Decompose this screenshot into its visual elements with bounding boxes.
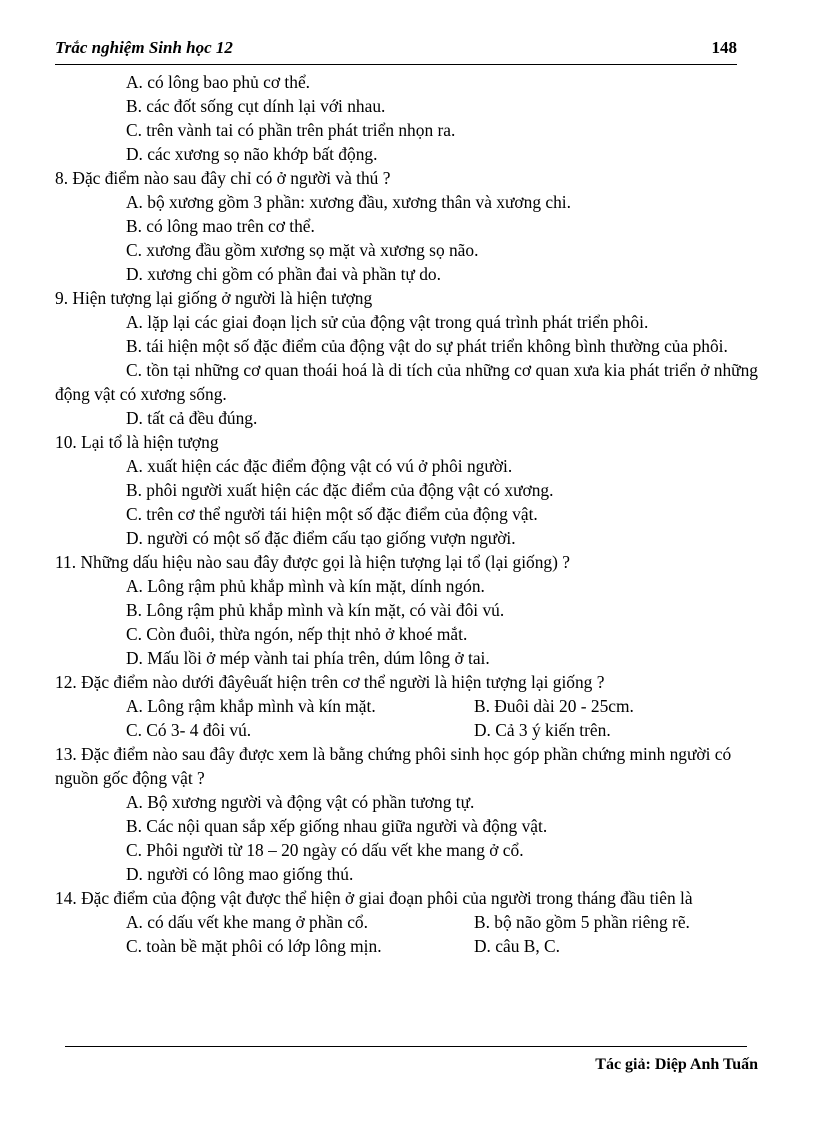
q8-option-a: A. bộ xương gồm 3 phần: xương đầu, xương thân và xương chi.	[126, 192, 571, 212]
q7-option-b: B. các đốt sống cụt dính lại với nhau.	[126, 96, 386, 116]
q9-option-d: D. tất cả đều đúng.	[126, 408, 258, 428]
q12-option-b: B. Đuôi dài 20 - 25cm.	[474, 696, 634, 716]
q12-option-d: D. Cả 3 ý kiến trên.	[474, 720, 611, 740]
q8-stem: 8. Đặc điểm nào sau đây chỉ có ở người và thú ?	[55, 168, 391, 188]
q13-stem: 13. Đặc điểm nào sau đây được xem là bằng chứng phôi sinh học góp phần chứng minh người có nguồn gốc động vật ?	[55, 744, 732, 788]
q13-option-a: A. Bộ xương người và động vật có phần tương tự.	[126, 792, 475, 812]
q10-option-a: A. xuất hiện các đặc điểm động vật có vú ở phôi người.	[126, 456, 513, 476]
q10-option-c: C. trên cơ thể người tái hiện một số đặc điểm của động vật.	[126, 504, 538, 524]
question-9	[55, 286, 758, 430]
question-11	[55, 550, 758, 670]
q12-options-row-1	[55, 694, 758, 718]
question-14	[55, 886, 758, 958]
q9-stem: 9. Hiện tượng lại giống ở người là hiện tượng	[55, 288, 373, 308]
footer-divider	[65, 1046, 747, 1047]
q13-option-d: D. người có lông mao giống thú.	[126, 864, 354, 884]
q14-option-d: D. câu B, C.	[474, 936, 560, 956]
question-8	[55, 166, 758, 286]
question-12	[55, 670, 758, 742]
q9-option-c: C. tồn tại những cơ quan thoái hoá là di tích của những cơ quan xưa kia phát triển ở những động vật có xương sống.	[55, 360, 758, 404]
q11-option-c: C. Còn đuôi, thừa ngón, nếp thịt nhỏ ở khoé mắt.	[126, 624, 468, 644]
q12-stem: 12. Đặc điểm nào dưới đâyêuất hiện trên cơ thể người là hiện tượng lại giống ?	[55, 672, 605, 692]
q13-option-b: B. Các nội quan sắp xếp giống nhau giữa người và động vật.	[126, 816, 548, 836]
q11-option-b: B. Lông rậm phủ khắp mình và kín mặt, có vài đôi vú.	[126, 600, 505, 620]
q8-option-c: C. xương đầu gồm xương sọ mặt và xương sọ não.	[126, 240, 479, 260]
q9-option-a: A. lặp lại các giai đoạn lịch sử của động vật trong quá trình phát triển phôi.	[126, 312, 649, 332]
question-7-continued	[55, 70, 758, 166]
question-10	[55, 430, 758, 550]
q13-option-c: C. Phôi người từ 18 – 20 ngày có dấu vết khe mang ở cổ.	[126, 840, 524, 860]
footer-author: Tác giả: Diệp Anh Tuấn	[595, 1056, 758, 1073]
q14-option-b: B. bộ não gồm 5 phần riêng rẽ.	[474, 912, 690, 932]
header-title: Trắc nghiệm Sinh học 12	[55, 38, 233, 57]
question-13	[55, 742, 758, 886]
q8-option-b: B. có lông mao trên cơ thể.	[126, 216, 315, 236]
q11-stem: 11. Những dấu hiệu nào sau đây được gọi là hiện tượng lại tổ (lại giống) ?	[55, 552, 570, 572]
q14-stem: 14. Đặc điểm của động vật được thể hiện ở giai đoạn phôi của người trong tháng đầu tiên là	[55, 888, 693, 908]
q9-option-b: B. tái hiện một số đặc điểm của động vật do sự phát triển không bình thường của phôi.	[126, 336, 728, 356]
q14-option-a: A. có dấu vết khe mang ở phần cổ.	[126, 912, 368, 932]
q11-option-a: A. Lông rậm phủ khắp mình và kín mặt, dính ngón.	[126, 576, 485, 596]
q10-option-b: B. phôi người xuất hiện các đặc điểm của động vật có xương.	[126, 480, 554, 500]
q12-options-row-2	[55, 718, 758, 742]
page-number: 148	[711, 38, 737, 57]
q12-option-a: A. Lông rậm khắp mình và kín mặt.	[126, 696, 376, 716]
q7-option-d: D. các xương sọ não khớp bất động.	[126, 144, 378, 164]
q7-option-a: A. có lông bao phủ cơ thể.	[126, 72, 311, 92]
q14-options-row-1	[55, 910, 758, 934]
q11-option-d: D. Mấu lồi ở mép vành tai phía trên, dúm lông ở tai.	[126, 648, 490, 668]
q8-option-d: D. xương chi gồm có phần đai và phần tự do.	[126, 264, 441, 284]
q7-option-c: C. trên vành tai có phần trên phát triển nhọn ra.	[126, 120, 456, 140]
q14-option-c: C. toàn bề mặt phôi có lớp lông mịn.	[126, 936, 382, 956]
page-content	[55, 70, 758, 958]
page-header	[55, 38, 737, 65]
q10-option-d: D. người có một số đặc điểm cấu tạo giống vượn người.	[126, 528, 516, 548]
q10-stem: 10. Lại tổ là hiện tượng	[55, 432, 219, 452]
q12-option-c: C. Có 3- 4 đôi vú.	[126, 720, 252, 740]
q14-options-row-2	[55, 934, 758, 958]
